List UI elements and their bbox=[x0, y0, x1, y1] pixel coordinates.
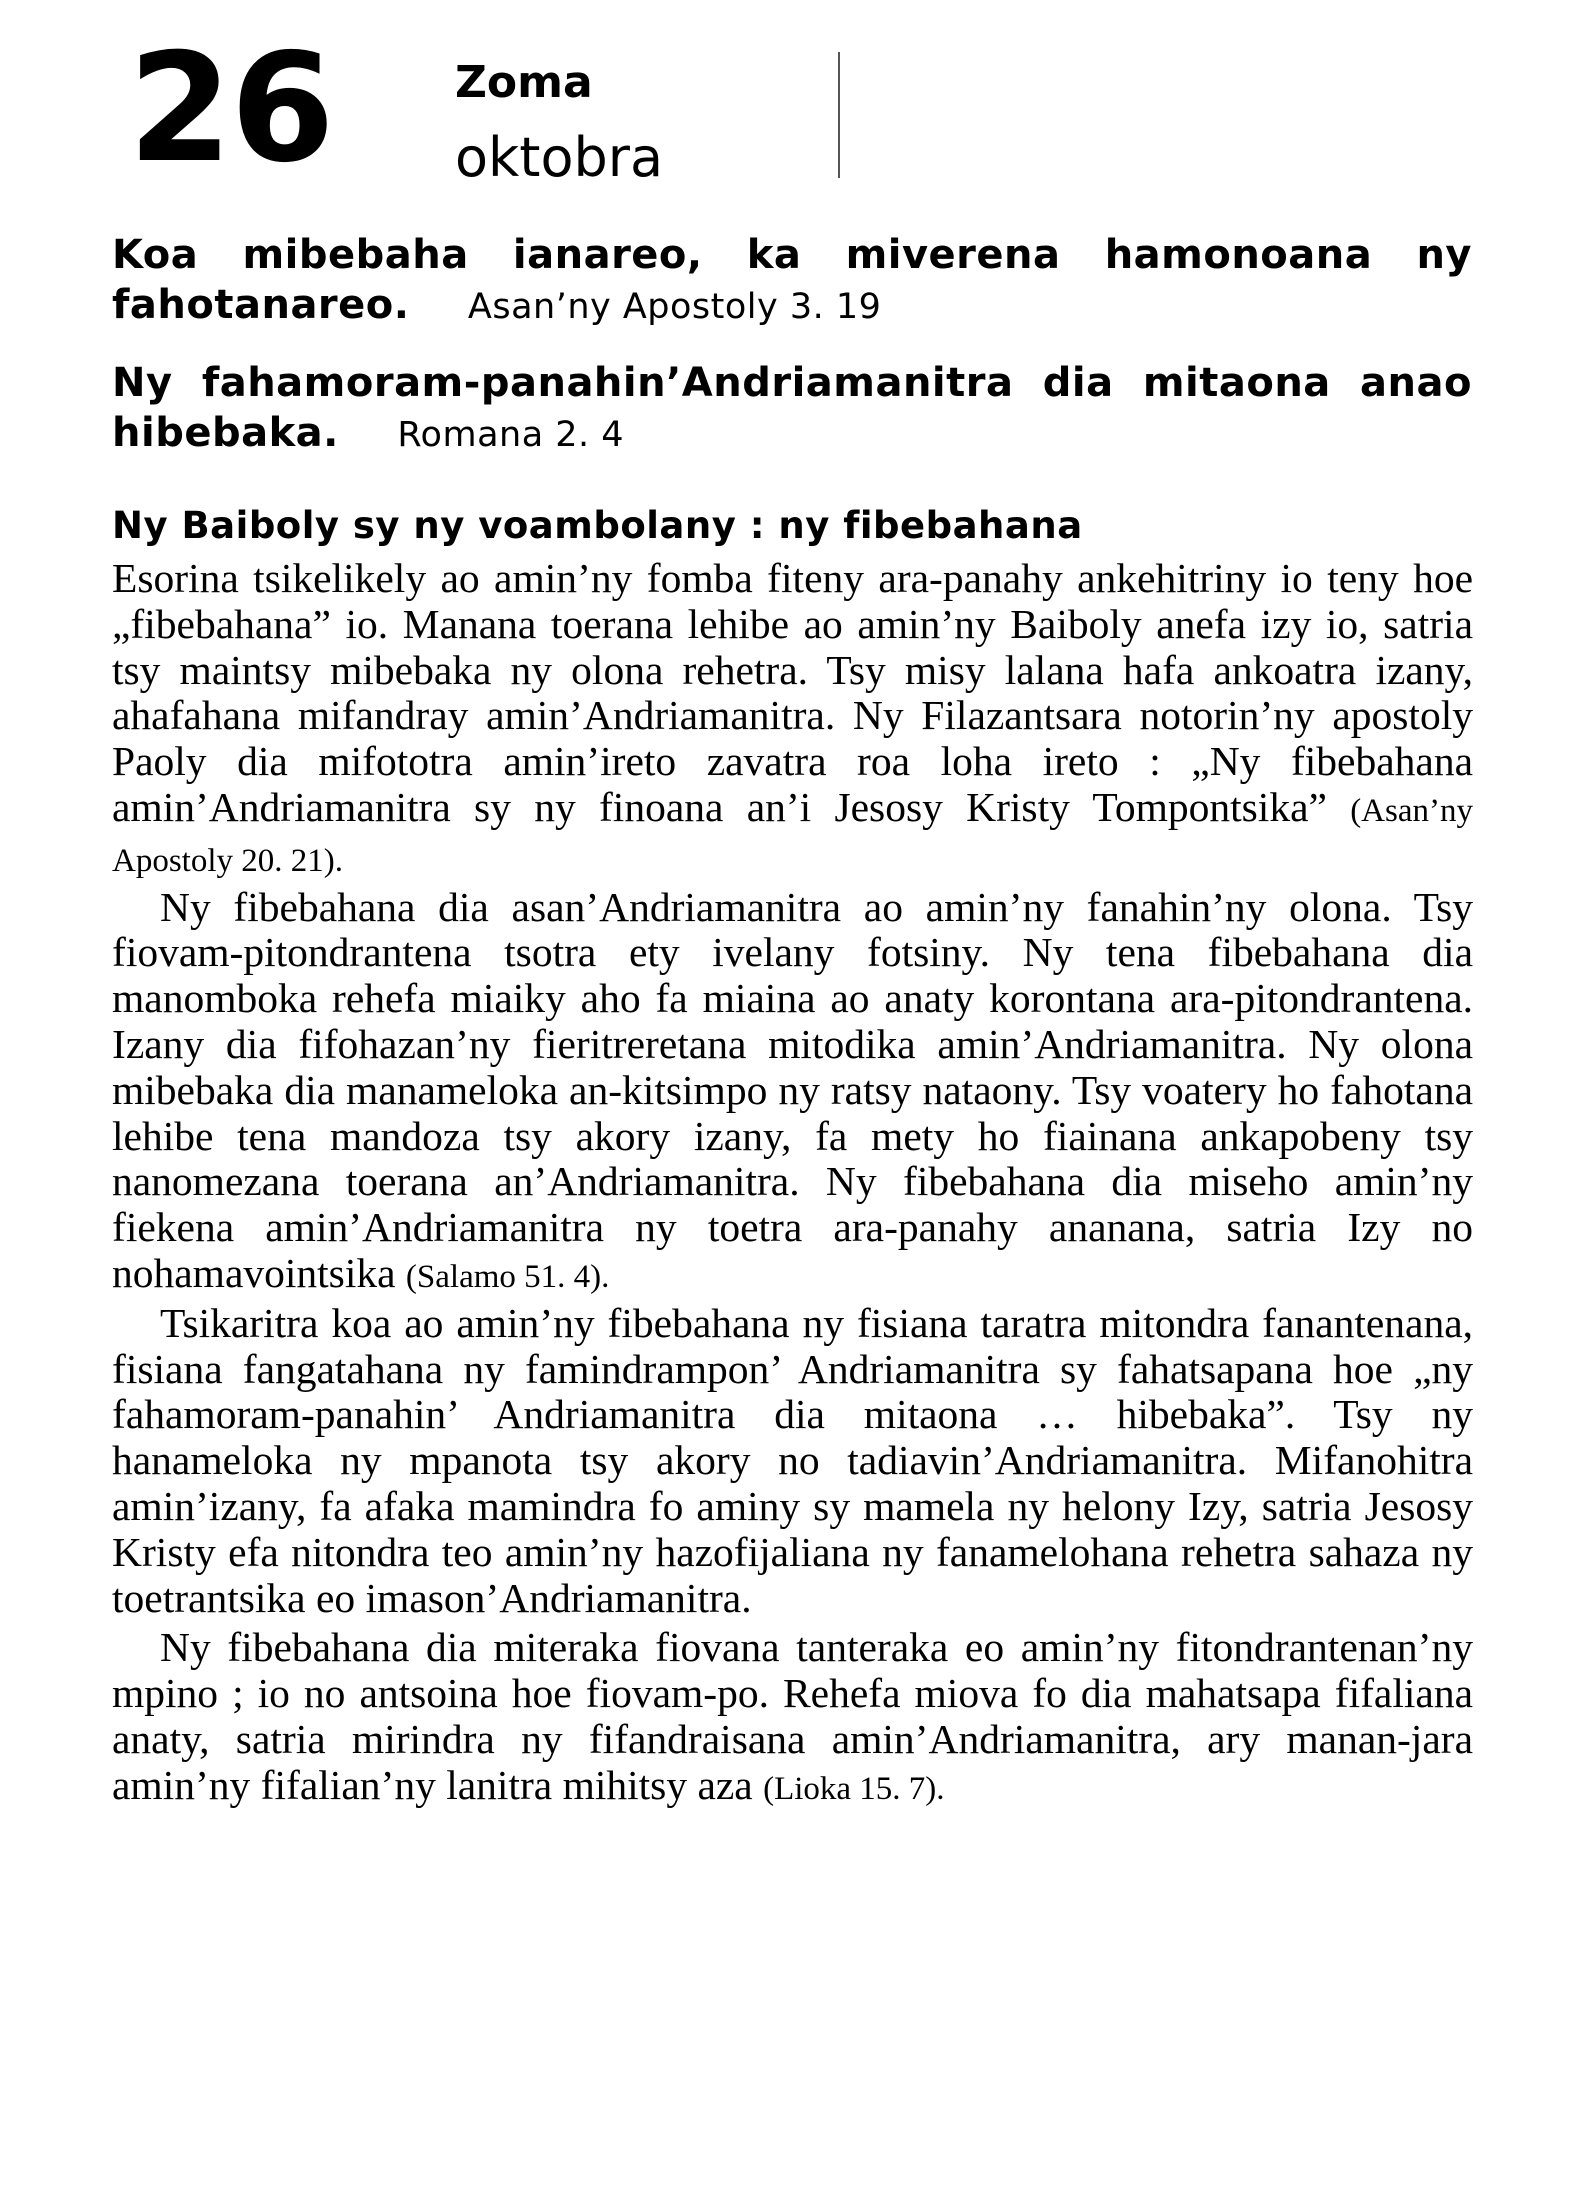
body-paragraph bbox=[112, 1301, 1473, 1626]
bible-citation: (Asan’ny Apostoly 20. 21). bbox=[112, 792, 1473, 879]
bible-citation: (Lioka 15. 7). bbox=[763, 1770, 945, 1807]
verse-text: Koa mibebaha ianareo, ka miverena hamonoana ny fahotanareo. bbox=[112, 232, 1472, 328]
bible-citation: (Salamo 51. 4). bbox=[405, 1258, 610, 1295]
paragraph-text: Tsikaritra koa ao amin’ny fibebahana ny fisiana taratra mitondra fanantenana, fisiana fangatahana ny famindrampon’ Andriamanitra sy fahatsapana hoe „ny fahamoram-panahin’ Andriamanitra dia mitaona … hibebaka”. Tsy ny hanameloka ny mpanota tsy akory no tadiavin’Andriamanitra. Mifanohitra amin’izany, fa afaka mamindra fo aminy sy mamela ny helony Izy, satria Jesosy Kristy efa nitondra teo amin’ny hazofijaliana ny fanamelohana rehetra sahaza ny toetrantsika eo imason’Andriamanitra. bbox=[112, 1299, 1473, 1621]
body-paragraph bbox=[112, 556, 1473, 885]
verse-quote bbox=[112, 358, 1472, 460]
month-label: oktobra bbox=[455, 126, 664, 189]
body-paragraph bbox=[112, 885, 1473, 1301]
paragraph-text: Esorina tsikelikely ao amin’ny fomba fiteny ara-panahy ankehitriny io teny hoe „fibebahana” io. Manana toerana lehibe ao amin’ny Baiboly anefa izy io, satria tsy maintsy mibebaka ny olona rehetra. Tsy misy lalana hafa ankoatra izany, ahafahana mifandray amin’Andriamanitra. Ny Filazantsara notorin’ny apostoly Paoly dia mifototra amin’ireto zavatra roa loha ireto : „Ny fibebahana amin’Andriamanitra sy ny finoana an’i Jesosy Kristy Tompontsika” bbox=[112, 555, 1473, 830]
weekday-label: Zoma bbox=[455, 57, 593, 108]
verse-text: Ny fahamoram-panahin’Andriamanitra dia mitaona anao hibebaka. bbox=[112, 360, 1472, 456]
day-number: 26 bbox=[128, 22, 333, 196]
paragraph-text: Ny fibebahana dia asan’Andriamanitra ao amin’ny fanahin’ny olona. Tsy fiovam-pitondrantena tsotra ety ivelany fotsiny. Ny tena fibebahana dia manomboka rehefa miaiky aho fa miaina ao anaty korontana ara-pitondrantena. Izany dia fifohazan’ny fieritreretana mitodika amin’Andriamanitra. Ny olona mibebaka dia manameloka an-kitsimpo ny ratsy nataony. Tsy voatery ho fahotana lehibe tena mandoza tsy akory izany, fa mety ho fiainana ankapobeny tsy nanomezana toerana an’Andriamanitra. Ny fibebahana dia miseho amin’ny fiekena amin’Andriamanitra ny toetra ara-panahy ananana, satria Izy no nohamavointsika bbox=[112, 883, 1473, 1296]
verse-reference: Romana 2. 4 bbox=[397, 415, 625, 455]
verse-reference: Asan’ny Apostoly 3. 19 bbox=[467, 287, 882, 327]
article-body bbox=[112, 556, 1473, 1813]
verse-quote bbox=[112, 230, 1472, 332]
section-title: Ny Baiboly sy ny voambolany : ny fibebahana bbox=[112, 504, 1083, 547]
page-header bbox=[0, 0, 1585, 200]
paragraph-text: Ny fibebahana dia miteraka fiovana tanteraka eo amin’ny fitondrantenan’ny mpino ; io no antsoina hoe fiovam-po. Rehefa miova fo dia mahatsapa fifaliana anaty, satria mirindra ny fifandraisana amin’Andriamanitra, ary manan-jara amin’ny fifalian’ny lanitra mihitsy aza bbox=[112, 1624, 1473, 1808]
header-divider bbox=[838, 52, 840, 178]
body-paragraph bbox=[112, 1625, 1473, 1812]
